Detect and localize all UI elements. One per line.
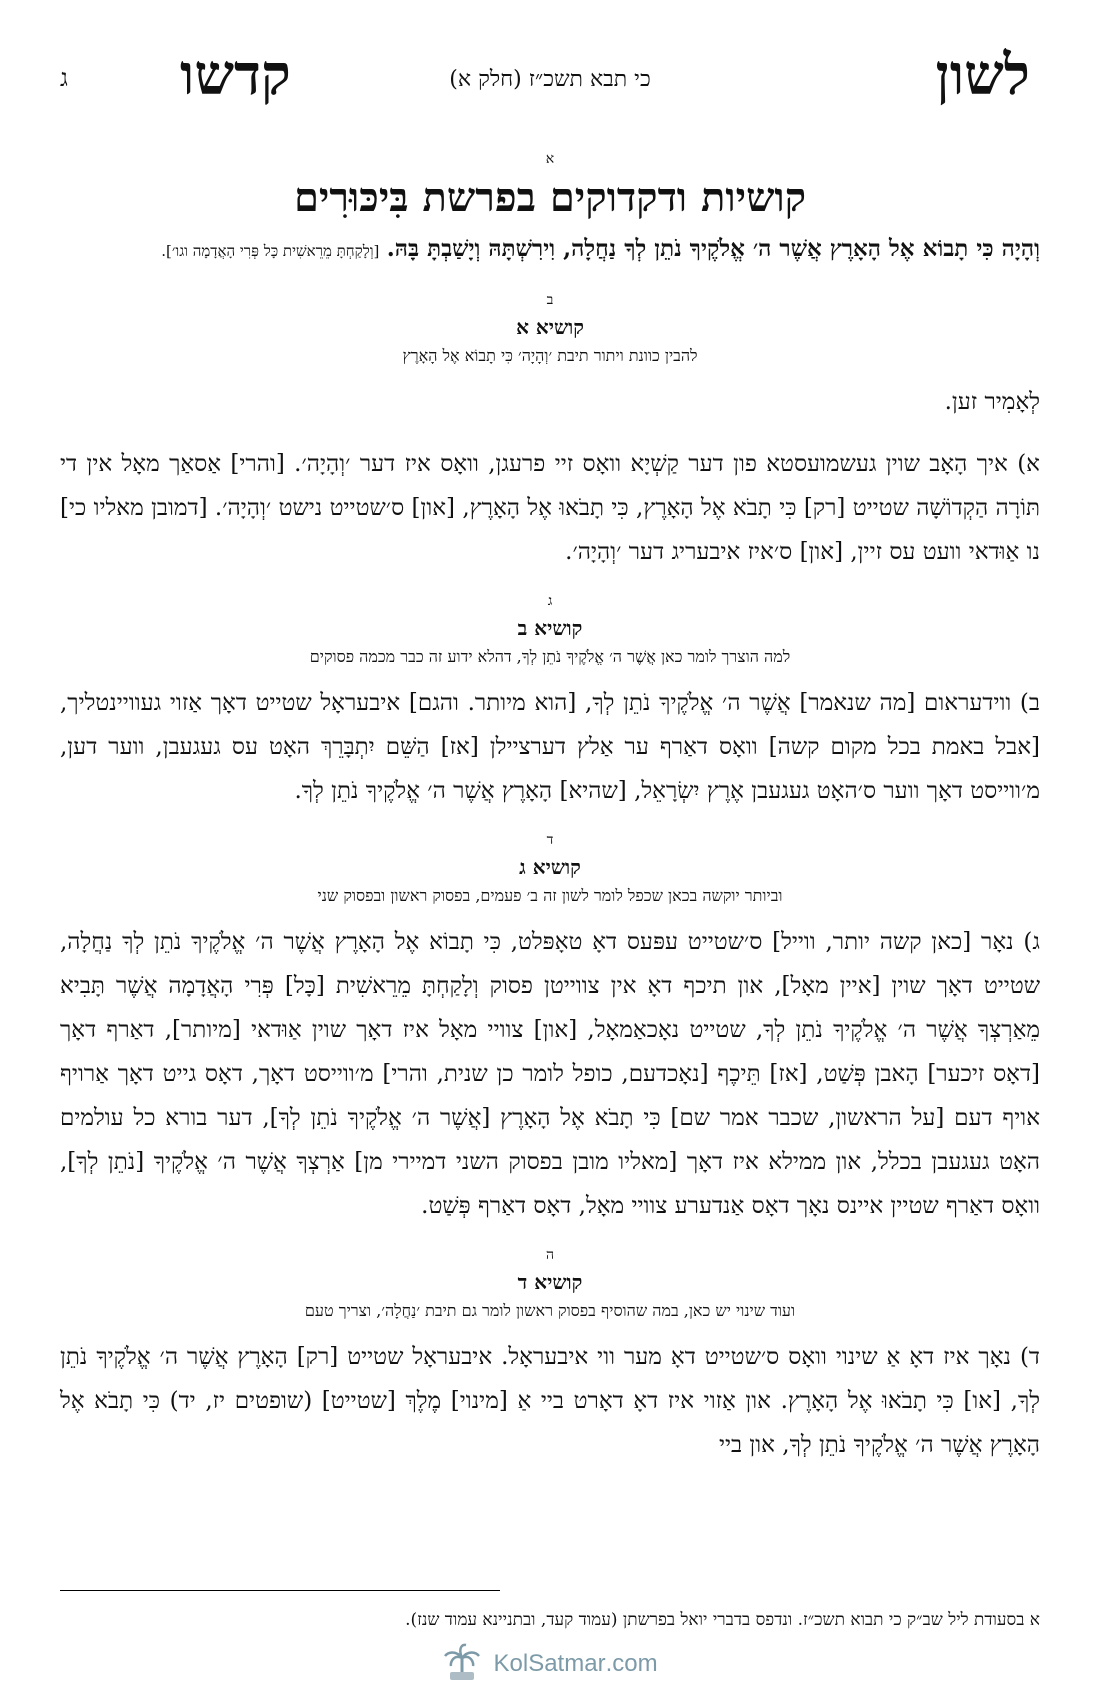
question-title: קושיא ג <box>519 855 581 879</box>
paragraph: ד) נאָך איז דאָ אַ שינוי וואָס ס׳שטייט דאָ מער ווי איבעראָל. איבעראָל שטייט [רק] הָאָרֶץ אֲשֶׁר ה׳ אֱלֹקֶיךָ נֹתֵן לְךָ, [או] כִּי תָבֹאוּ אֶל הָאָרֶץ. און אַזוי איז דאָ דאָרט ביי אַ [מינוי] מֶלֶךְ [שטייט] (שופטים יז, יד) כִּי תָבֹא אֶל הָאָרֶץ אֲשֶׁר ה׳ אֱלֹקֶיךָ נֹתֵן לְךָ, און ביי <box>60 1344 1040 1458</box>
page-header <box>60 34 1040 124</box>
question-note: למה הוצרך לומר כאן אֲשֶׁר ה׳ אֱלֹקֶיךָ נֹתֵן לְךָ, דהלא ידוע זה כבר מכמה פסוקים <box>309 647 791 666</box>
intro-line: לְאָמִיר זען. <box>944 389 1040 415</box>
verse-bold: וְהָיָה כִּי תָבוֹא אֶל הָאָרֶץ אֲשֶׁר ה׳ אֱלֹקֶיךָ נֹתֵן לְךָ נַחֲלָה, וִירִשְׁתָּהּ וְיָשַׁבְתָּ בָּהּ. <box>386 235 1040 262</box>
footnote-divider <box>60 1590 500 1591</box>
question-title: קושיא ב <box>517 616 583 640</box>
question-title: קושיא ד <box>517 1270 583 1294</box>
header-title-word-2: קדשו <box>180 42 291 108</box>
question-note: ועוד שינוי יש כאן, במה שהוסיף בפסוק ראשון לומר גם תיבת ׳נַחֲלָה׳, וצריך טעם <box>304 1301 796 1320</box>
section-number: ב <box>546 292 554 308</box>
palm-tree-icon <box>442 1642 482 1686</box>
verse-rest: [וְלָקַחְתָּ מֵרֵאשִׁית כָּל פְּרִי הָאֲדָמָה וגו׳]. <box>161 242 380 260</box>
header-parsha: כי תבא תשכ״ז (חלק א) <box>449 67 651 92</box>
verse-text <box>60 229 1040 271</box>
watermark-name: KolSatmar <box>493 1650 606 1677</box>
section-number: א <box>545 151 555 167</box>
section-number: ה <box>545 1247 555 1263</box>
watermark-tld: .com <box>605 1650 658 1677</box>
paragraph: א) איך הָאָב שוין געשמועסטא פון דער קַשְׁיָא וואָס זיי פרעגן, וואָס איז דער ׳וְהָיָה׳. [והרי] אַסאַך מאָל אין די תּוֹרָה הַקְדוֹשָׁה שטייט [רק] כִּי תָבֹא אֶל הָאָרֶץ, כִּי תָבֹאוּ אֶל הָאָרֶץ, [און] ס׳שטייט נישט ׳וְהָיָה׳. [דמובן מאליו כי] נו אַוּדאי וועט עס זיין, [און] ס׳איז איבעריג דער ׳וְהָיָה׳. <box>60 451 1040 565</box>
question-note: וביותר יוקשה בכאן שכפל לומר לשון זה ב׳ פעמים, בפסוק ראשון ובפסוק שני <box>317 886 783 905</box>
section-number: ג <box>547 593 553 609</box>
header-title-word-1: לשון <box>935 42 1030 108</box>
paragraph: ג) נאָר [כאן קשה יותר, ווייל] ס׳שטייט עפּעס דאָ טאָפּלט, כִּי תָבוֹא אֶל הָאָרֶץ אֲשֶׁר ה׳ אֱלֹקֶיךָ נֹתֵן לְךָ נַחֲלָה, שטייט דאָך שוין [איין מאָל], און תיכף דאָ אין צווייטן פסוק וְלָקַחְתָּ מֵרֵאשִׁית [כָּל] פְּרִי הָאֲדָמָה אֲשֶׁר תָּבִיא מֵאַרְצְךָ אֲשֶׁר ה׳ אֱלֹקֶיךָ נֹתֵן לְךָ, שטייט נאָכאַמאָל, [און] צוויי מאָל איז דאָך שוין אַוּדאי [מיותר], דאַרף דאָך [דאָס זיכער] הָאבן פְּשַׁט, [אז] תֵּיכֶף [נאָכדעם, כופל לומר כן שנית, והרי] מ׳ווייסט דאָך, דאָס גייט דאָך אַרויף אויף דעם [על הראשון, שכבר אמר שם] כִּי תָבֹא אֶל הָאָרֶץ [אֲשֶׁר ה׳ אֱלֹקֶיךָ נֹתֵן לְךָ], דער בורא כל עולמים האָט געגעבן בכלל, און ממילא איז דאָך [מאליו מובן בפסוק השני דמיירי מן] אַרְצְךָ אֲשֶׁר ה׳ אֱלֹקֶיךָ [נֹתֵן לְךָ], וואָס דאַרף שטיין איינס נאָך דאָס אַנדערע צוויי מאָל, דאָס דאַרף פְּשַׁט. <box>60 929 1040 1219</box>
page-number: ג <box>60 64 68 92</box>
paragraph: ב) ווידעראום [מה שנאמר] אֲשֶׁר ה׳ אֱלֹקֶיךָ נֹתֵן לְךָ, [הוא מיותר. והגם] איבעראָל שטייט דאָך אַזוי געוויינטליך, [אבל באמת בכל מקום קשה] וואָס דאַרף ער אַלץ דערציילן [אז] הַשֵּׁם יִתְבָּרֵךְ האָט עס געגעבן, ווער דען, מ׳ווייסט דאָך ווער ס׳האָט געגעבן אֶרֶץ יִשְׂרָאֵל, [שהיא] הָאָרֶץ אֲשֶׁר ה׳ אֱלֹקֶיךָ נֹתֵן לְךָ. <box>60 690 1040 804</box>
question-note: להבין כוונת ויתור תיבת ׳וְהָיָה׳ כִּי תָבוֹא אֶל הָאָרֶץ <box>402 346 698 365</box>
footnote: א בסעודת ליל שב״ק כי תבוא תשכ״ז. ונדפס בדברי יואל בפרשתן (עמוד קעד, ובתניינא עמוד שנז). <box>405 1610 1040 1630</box>
question-title: קושיא א <box>516 315 584 339</box>
main-content <box>60 150 1040 1485</box>
watermark <box>0 1642 1100 1686</box>
main-title: קושיות ודקדוקים בפרשת בִּיכּוּרִים <box>293 174 807 221</box>
section-number: ד <box>546 832 554 848</box>
